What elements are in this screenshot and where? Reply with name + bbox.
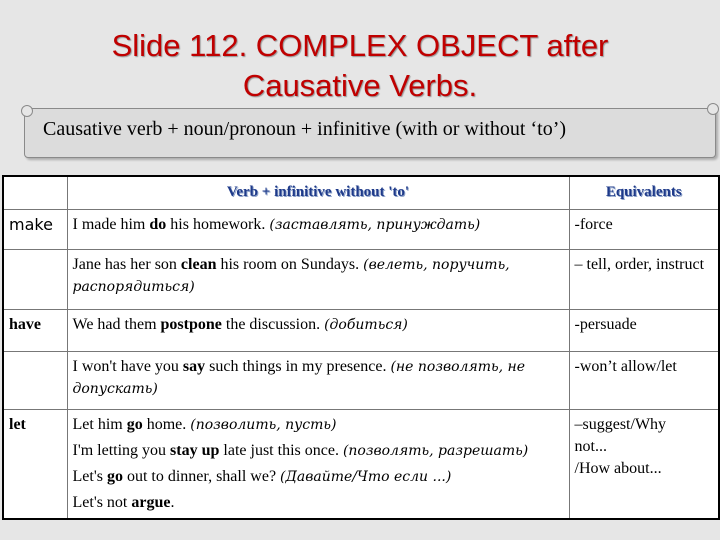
let-example-line: I'm letting you stay up late just this once. (позволять, разрешать) [72,442,529,459]
table-row-have-1 [3,250,719,310]
equivalent-cell-let [569,410,719,520]
scroll-curl-right [707,103,719,115]
verb-label-empty [3,352,67,410]
let-example-line: Let's go out to dinner, shall we? (Давайте/Что если ...) [72,468,452,485]
verb-label-let: let [3,410,67,520]
example-text: I won't have you [72,358,183,375]
verb-label-make: make [3,210,67,250]
example-verb: argue [131,494,171,511]
example-verb: postpone [160,316,222,333]
russian-translation: (добиться) [324,317,408,333]
example-verb: clean [180,256,217,273]
example-verb: go [126,416,143,433]
scroll-curl-left [21,105,33,117]
example-cell [67,210,569,250]
header-equivalents: Equivalents [569,176,719,210]
equivalent-line: /How about... [574,460,662,477]
let-example-line: Let's not argue. [72,494,175,511]
russian-translation: (позволять, разрешать) [342,443,529,459]
table-row-have-2 [3,310,719,352]
russian-translation: (не позволять, не допускать) [72,359,526,397]
verb-label-empty [3,250,67,310]
example-text: such things in my presence. [205,358,391,375]
russian-translation: (Давайте/Что если ...) [280,469,452,485]
example-text: the discussion. [221,316,325,333]
russian-translation: (велеть, поручить, распорядиться) [72,257,510,295]
let-example-line: Let him go home. (позволить, пусть) [72,416,337,433]
example-cell [67,310,569,352]
example-text: We had them [72,316,161,333]
example-cell [67,352,569,410]
example-verb: do [149,216,167,233]
table-row-have-3 [3,352,719,410]
table-row-let [3,410,719,520]
causative-verbs-table [2,175,720,520]
example-text: his room on Sundays. [216,256,364,273]
formula-scroll-banner [24,108,716,158]
equivalent-cell: -force [569,210,719,250]
example-cell-let [67,410,569,520]
russian-translation: (заставлять, принуждать) [269,217,481,233]
verb-label-have: have [3,310,67,352]
russian-translation: (позволить, пусть) [190,417,337,433]
example-text: Jane has her son [72,256,181,273]
table-row-make [3,210,719,250]
title-line-1: Slide 112. COMPLEX OBJECT after [111,28,609,63]
example-verb: stay up [170,442,220,459]
header-verb-infinitive: Verb + infinitive without 'to' [67,176,569,210]
equivalent-line: –suggest/Why [574,416,667,433]
example-verb: say [182,358,206,375]
equivalent-line: not... [574,438,607,455]
example-text: his homework. [166,216,270,233]
table-header-row [3,176,719,210]
equivalent-cell: -won’t allow/let [569,352,719,410]
example-verb: go [106,468,123,485]
formula-text: Causative verb + noun/pronoun + infinitive (with or without ‘to’) [43,118,567,140]
equivalent-cell: -persuade [569,310,719,352]
slide-title [0,26,720,106]
equivalent-cell: – tell, order, instruct [569,250,719,310]
example-cell [67,250,569,310]
title-line-2: Causative Verbs. [242,68,478,103]
header-blank-cell [3,176,67,210]
example-text: I made him [72,216,150,233]
